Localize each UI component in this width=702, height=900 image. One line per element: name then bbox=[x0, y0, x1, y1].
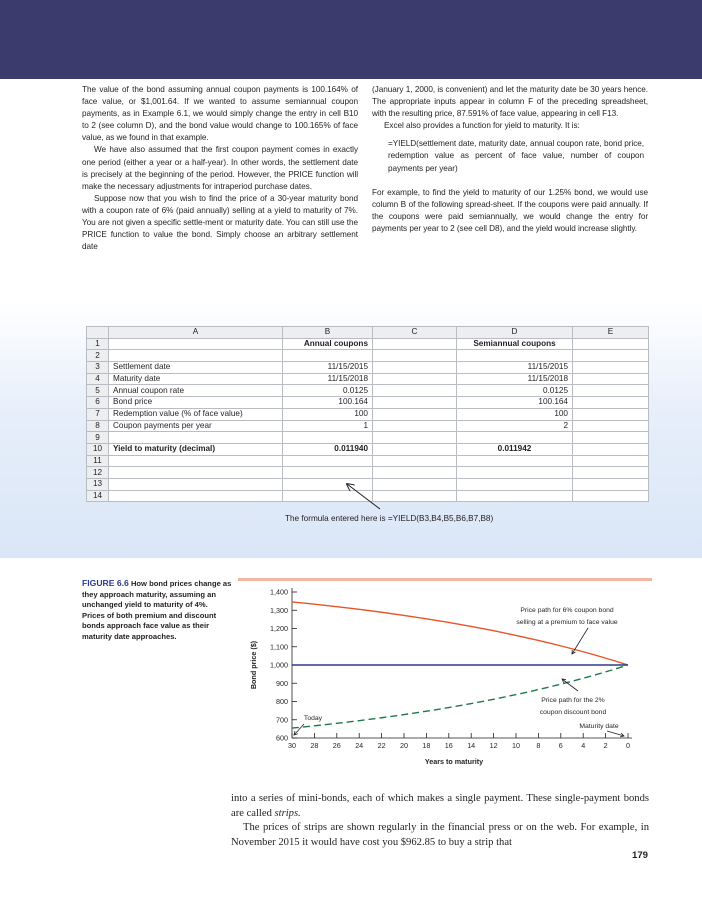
cell-c4[interactable] bbox=[373, 373, 457, 385]
cell-e2[interactable] bbox=[573, 350, 649, 362]
cell-a2[interactable] bbox=[109, 350, 283, 362]
strips-term: strips. bbox=[274, 807, 301, 819]
cell-c2[interactable] bbox=[373, 350, 457, 362]
x-tick-label: 4 bbox=[581, 741, 586, 750]
cell-e6[interactable] bbox=[573, 397, 649, 409]
y-tick-label: 600 bbox=[276, 733, 288, 743]
x-tick-label: 14 bbox=[467, 741, 476, 750]
left-paragraph-3: Suppose now that you wish to find the price of a 30-year maturity bond with a coupon rate of 6% (paid annually) selling at a yield to maturity of 7%. You are not given a specific settle-ment or maturity date. You can still use the PRICE function to value the bond. Simply choose an arbitrary settlement date bbox=[82, 193, 358, 252]
cell-d4[interactable]: 11/15/2018 bbox=[457, 373, 573, 385]
x-tick-label: 26 bbox=[332, 741, 341, 750]
row-number[interactable]: 5 bbox=[87, 385, 109, 397]
cell-a13[interactable] bbox=[109, 478, 283, 490]
column-header-c[interactable]: C bbox=[373, 327, 457, 339]
sheet-row-10 bbox=[87, 443, 649, 455]
cell-c13[interactable] bbox=[373, 478, 457, 490]
cell-e5[interactable] bbox=[573, 385, 649, 397]
cell-d8[interactable]: 2 bbox=[457, 420, 573, 432]
cell-e4[interactable] bbox=[573, 373, 649, 385]
cell-b1[interactable]: Annual coupons bbox=[283, 338, 373, 350]
cell-c12[interactable] bbox=[373, 467, 457, 479]
formula-note: The formula entered here is =YIELD(B3,B4,B5,B6,B7,B8) bbox=[285, 514, 494, 523]
cell-b7[interactable]: 100 bbox=[283, 408, 373, 420]
column-header-b[interactable]: B bbox=[283, 327, 373, 339]
cell-a10[interactable]: Yield to maturity (decimal) bbox=[109, 443, 283, 455]
y-tick-label: 1,100 bbox=[270, 642, 288, 652]
row-number[interactable]: 14 bbox=[87, 490, 109, 502]
row-number[interactable]: 6 bbox=[87, 397, 109, 409]
figure-number: FIGURE 6.6 bbox=[82, 578, 129, 588]
cell-d1[interactable]: Semiannual coupons bbox=[457, 338, 573, 350]
cell-a12[interactable] bbox=[109, 467, 283, 479]
cell-e3[interactable] bbox=[573, 362, 649, 374]
cell-e8[interactable] bbox=[573, 420, 649, 432]
x-tick-label: 16 bbox=[444, 741, 453, 750]
cell-c1[interactable] bbox=[373, 338, 457, 350]
cell-a3[interactable]: Settlement date bbox=[109, 362, 283, 374]
premium-annotation-line2: selling at a premium to face value bbox=[516, 619, 618, 626]
row-number[interactable]: 7 bbox=[87, 408, 109, 420]
sheet-row-11 bbox=[87, 455, 649, 467]
right-column bbox=[372, 84, 648, 253]
cell-c5[interactable] bbox=[373, 385, 457, 397]
row-number[interactable]: 11 bbox=[87, 455, 109, 467]
x-tick-label: 30 bbox=[288, 741, 296, 750]
cell-b10[interactable]: 0.011940 bbox=[283, 443, 373, 455]
cell-c14[interactable] bbox=[373, 490, 457, 502]
sheet-row-9 bbox=[87, 432, 649, 444]
yield-formula: =YIELD(settlement date, maturity date, annual coupon rate, bond price, redemption value as percent of face value, number of coupon payments per year) bbox=[388, 139, 644, 173]
sheet-row-5 bbox=[87, 385, 649, 397]
cell-e13[interactable] bbox=[573, 478, 649, 490]
row-number[interactable]: 9 bbox=[87, 432, 109, 444]
x-tick-label: 2 bbox=[603, 741, 608, 750]
row-number[interactable]: 8 bbox=[87, 420, 109, 432]
after-paragraph-1 bbox=[231, 792, 649, 821]
cell-a11[interactable] bbox=[109, 455, 283, 467]
x-tick-label: 0 bbox=[626, 741, 630, 750]
y-tick-label: 900 bbox=[276, 678, 288, 688]
cell-b6[interactable]: 100.164 bbox=[283, 397, 373, 409]
row-number[interactable]: 1 bbox=[87, 338, 109, 350]
cell-c6[interactable] bbox=[373, 397, 457, 409]
y-tick-label: 1,000 bbox=[270, 660, 288, 670]
body-columns bbox=[82, 84, 648, 253]
y-tick-label: 1,400 bbox=[270, 587, 288, 597]
cell-c10[interactable] bbox=[373, 443, 457, 455]
left-paragraph-2: We have also assumed that the first coupon payment comes in exactly one period (either a year or a half-year). In other words, the settlement date is precisely at the beginning of the period. However, the PRICE function will make the necessary adjustments for intraperiod purchase dates. bbox=[82, 145, 358, 191]
sheet-row-4 bbox=[87, 373, 649, 385]
left-paragraph-1: The value of the bond assuming annual coupon payments is 100.164% of face value, or $1,001.64. If we wanted to assume semiannual coupon payments, as in Example 6.1, we would simply change the entry in cell B10 to 2 (see column D), and the bond value would change to 100.165% of face value, as we found in that example. bbox=[82, 85, 358, 143]
row-number[interactable]: 2 bbox=[87, 350, 109, 362]
y-tick-label: 700 bbox=[276, 715, 288, 725]
today-annotation-arrow bbox=[294, 724, 304, 735]
cell-d2[interactable] bbox=[457, 350, 573, 362]
cell-b8[interactable]: 1 bbox=[283, 420, 373, 432]
x-tick-label: 10 bbox=[512, 741, 520, 750]
today-annotation: Today bbox=[303, 715, 323, 722]
cell-d12[interactable] bbox=[457, 467, 573, 479]
cell-d13[interactable] bbox=[457, 478, 573, 490]
corner-cell[interactable] bbox=[87, 327, 109, 339]
cell-b4[interactable]: 11/15/2018 bbox=[283, 373, 373, 385]
right-paragraph-3: For example, to find the yield to maturity of our 1.25% bond, we would use column B of the following spread-sheet. If the coupons were paid annually. If the coupons were paid semiannually, we would change the entry for payments per year to 2 (see cell D8), and the yield would increase slightly. bbox=[372, 187, 648, 233]
x-tick-label: 8 bbox=[536, 741, 541, 750]
cell-c11[interactable] bbox=[373, 455, 457, 467]
cell-b3[interactable]: 11/15/2015 bbox=[283, 362, 373, 374]
sheet-row-7 bbox=[87, 408, 649, 420]
x-tick-label: 28 bbox=[310, 741, 319, 750]
cell-e10[interactable] bbox=[573, 443, 649, 455]
left-column bbox=[82, 84, 358, 253]
x-tick-label: 22 bbox=[377, 741, 386, 750]
cell-a9[interactable] bbox=[109, 432, 283, 444]
sheet-row-12 bbox=[87, 467, 649, 479]
cell-b14[interactable] bbox=[283, 490, 373, 502]
cell-e9[interactable] bbox=[573, 432, 649, 444]
cell-d11[interactable] bbox=[457, 455, 573, 467]
cell-c7[interactable] bbox=[373, 408, 457, 420]
x-tick-label: 12 bbox=[489, 741, 498, 750]
premium-annotation-line1: Price path for 6% coupon bond bbox=[520, 607, 614, 614]
column-header-e[interactable]: E bbox=[573, 327, 649, 339]
column-header-d[interactable]: D bbox=[457, 327, 573, 339]
row-number[interactable]: 4 bbox=[87, 373, 109, 385]
sheet-row-14 bbox=[87, 490, 649, 502]
cell-c3[interactable] bbox=[373, 362, 457, 374]
cell-a4[interactable]: Maturity date bbox=[109, 373, 283, 385]
sheet-row-13 bbox=[87, 478, 649, 490]
chart-top-rule bbox=[238, 578, 652, 581]
row-number[interactable]: 10 bbox=[87, 443, 109, 455]
cell-e1[interactable] bbox=[573, 338, 649, 350]
x-tick-label: 24 bbox=[355, 741, 364, 750]
sheet-row-2 bbox=[87, 350, 649, 362]
cell-e14[interactable] bbox=[573, 490, 649, 502]
cell-b12[interactable] bbox=[283, 467, 373, 479]
cell-b11[interactable] bbox=[283, 455, 373, 467]
cell-d10[interactable]: 0.011942 bbox=[457, 443, 573, 455]
y-tick-label: 1,300 bbox=[270, 605, 288, 615]
cell-a5[interactable]: Annual coupon rate bbox=[109, 385, 283, 397]
annotation-layer bbox=[294, 607, 624, 737]
cell-b9[interactable] bbox=[283, 432, 373, 444]
figure-caption-text: How bond prices change as they approach maturity, assuming an unchanged yield to maturity of 4%. Prices of both premium and discount bonds approach face value as their maturity date approaches. bbox=[82, 579, 232, 641]
header-band bbox=[0, 0, 702, 79]
x-tick-label: 18 bbox=[422, 741, 431, 750]
cell-b5[interactable]: 0.0125 bbox=[283, 385, 373, 397]
y-tick-label: 1,200 bbox=[270, 624, 288, 633]
cell-c8[interactable] bbox=[373, 420, 457, 432]
figure-caption bbox=[82, 578, 232, 643]
cell-d6[interactable]: 100.164 bbox=[457, 397, 573, 409]
cell-b13[interactable] bbox=[283, 478, 373, 490]
cell-e7[interactable] bbox=[573, 408, 649, 420]
sheet-row-1 bbox=[87, 338, 649, 350]
y-axis-label: Bond price ($) bbox=[249, 640, 258, 690]
maturity-annotation: Maturity date bbox=[579, 723, 619, 730]
cell-b2[interactable] bbox=[283, 350, 373, 362]
premium-annotation-arrow bbox=[572, 628, 588, 654]
cell-a1[interactable] bbox=[109, 338, 283, 350]
continued-text bbox=[231, 792, 649, 850]
cell-d5[interactable]: 0.0125 bbox=[457, 385, 573, 397]
sheet-row-8 bbox=[87, 420, 649, 432]
after-paragraph-2: The prices of strips are shown regularly in the financial press or on the web. For example, in November 2015 it would have cost you $962.85 to buy a strip that bbox=[231, 822, 649, 848]
page-number: 179 bbox=[631, 850, 648, 861]
row-number[interactable]: 13 bbox=[87, 478, 109, 490]
bond-price-chart bbox=[232, 578, 652, 774]
cell-d14[interactable] bbox=[457, 490, 573, 502]
cell-d3[interactable]: 11/15/2015 bbox=[457, 362, 573, 374]
cell-a8[interactable]: Coupon payments per year bbox=[109, 420, 283, 432]
y-tick-label: 800 bbox=[276, 697, 288, 706]
column-header-a[interactable]: A bbox=[109, 327, 283, 339]
cell-c9[interactable] bbox=[373, 432, 457, 444]
cell-a14[interactable] bbox=[109, 490, 283, 502]
cell-d9[interactable] bbox=[457, 432, 573, 444]
row-number[interactable]: 12 bbox=[87, 467, 109, 479]
cell-e11[interactable] bbox=[573, 455, 649, 467]
discount-annotation-line2: coupon discount bond bbox=[539, 709, 607, 716]
x-axis bbox=[288, 733, 632, 766]
x-axis-label: Years to maturity bbox=[424, 757, 484, 766]
spreadsheet bbox=[86, 326, 649, 502]
sheet-row-6 bbox=[87, 397, 649, 409]
right-paragraph-2: Excel also provides a function for yield to maturity. It is: bbox=[384, 121, 580, 131]
cell-a6[interactable]: Bond price bbox=[109, 397, 283, 409]
x-tick-label: 20 bbox=[400, 741, 408, 750]
column-header-row bbox=[87, 327, 649, 339]
sheet-row-3 bbox=[87, 362, 649, 374]
cell-a7[interactable]: Redemption value (% of face value) bbox=[109, 408, 283, 420]
cell-d7[interactable]: 100 bbox=[457, 408, 573, 420]
x-tick-label: 6 bbox=[558, 741, 563, 750]
row-number[interactable]: 3 bbox=[87, 362, 109, 374]
discount-annotation-line1: Price path for the 2% bbox=[541, 697, 605, 704]
right-paragraph-1: (January 1, 2000, is convenient) and let the maturity date be 30 years hence. The appropriate inputs appear in column F of the preceding spreadsheet, with the resulting price, 87.591% of face value, appearing in cell F13. bbox=[372, 85, 648, 119]
after-paragraph-1-text: into a series of mini-bonds, each of which makes a single payment. These single-payment bonds are called bbox=[231, 793, 649, 819]
cell-e12[interactable] bbox=[573, 467, 649, 479]
